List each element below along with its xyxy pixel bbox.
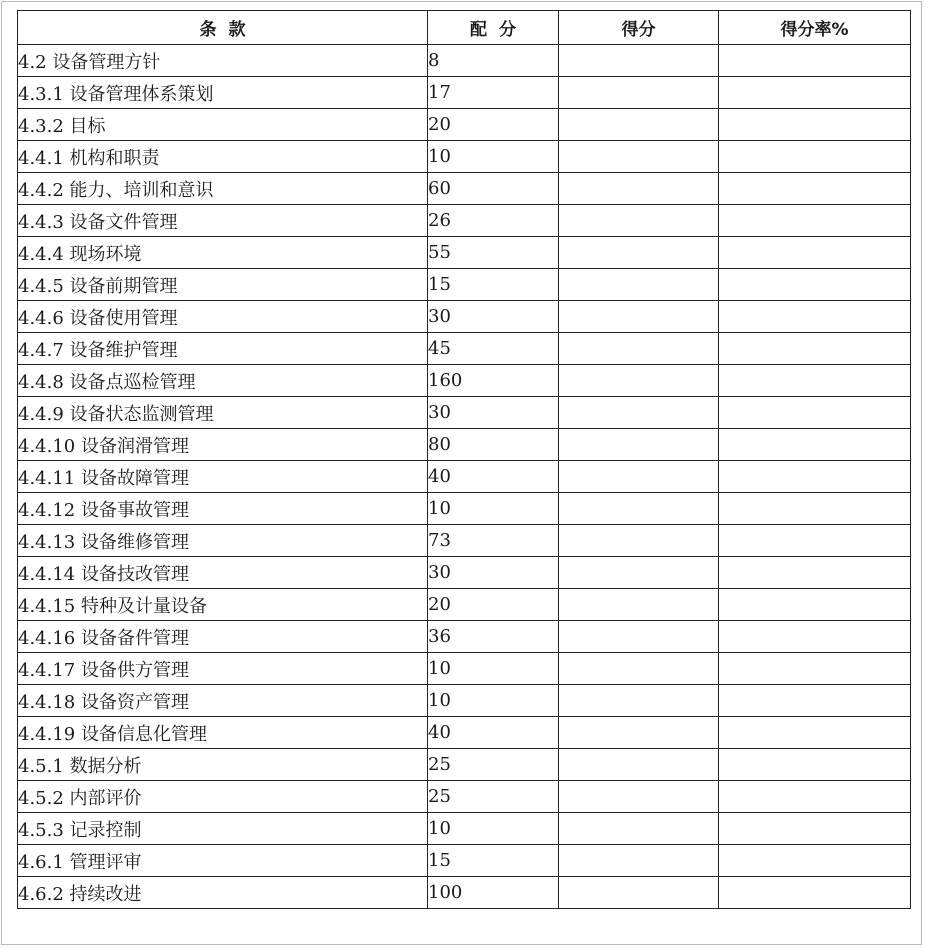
score-cell xyxy=(559,365,719,397)
clause-cell: 4.4.15 特种及计量设备 xyxy=(18,589,428,621)
clause-cell: 4.4.13 设备维修管理 xyxy=(18,525,428,557)
points-cell: 36 xyxy=(428,621,559,653)
score-cell xyxy=(559,429,719,461)
score-rate-cell xyxy=(719,493,911,525)
clause-cell: 4.4.3 设备文件管理 xyxy=(18,205,428,237)
clause-cell: 4.4.19 设备信息化管理 xyxy=(18,717,428,749)
score-rate-cell xyxy=(719,333,911,365)
clause-cell: 4.4.11 设备故障管理 xyxy=(18,461,428,493)
clause-cell: 4.4.9 设备状态监测管理 xyxy=(18,397,428,429)
table-row xyxy=(18,237,911,269)
clause-cell: 4.4.1 机构和职责 xyxy=(18,141,428,173)
clause-cell: 4.4.5 设备前期管理 xyxy=(18,269,428,301)
table-row xyxy=(18,461,911,493)
points-cell: 10 xyxy=(428,685,559,717)
score-cell xyxy=(559,269,719,301)
table-row xyxy=(18,205,911,237)
score-cell xyxy=(559,589,719,621)
points-cell: 160 xyxy=(428,365,559,397)
table-row xyxy=(18,781,911,813)
clause-cell: 4.3.1 设备管理体系策划 xyxy=(18,77,428,109)
points-cell: 25 xyxy=(428,749,559,781)
score-cell xyxy=(559,717,719,749)
score-rate-cell xyxy=(719,781,911,813)
points-cell: 40 xyxy=(428,461,559,493)
score-rate-cell xyxy=(719,301,911,333)
table-row xyxy=(18,429,911,461)
clause-cell: 4.2 设备管理方针 xyxy=(18,45,428,77)
score-cell xyxy=(559,461,719,493)
clause-cell: 4.4.8 设备点巡检管理 xyxy=(18,365,428,397)
header-row xyxy=(18,11,911,45)
table-row xyxy=(18,589,911,621)
table-row xyxy=(18,749,911,781)
clause-cell: 4.4.6 设备使用管理 xyxy=(18,301,428,333)
table-row xyxy=(18,813,911,845)
score-rate-cell xyxy=(719,621,911,653)
clause-cell: 4.4.18 设备资产管理 xyxy=(18,685,428,717)
points-cell: 20 xyxy=(428,589,559,621)
score-cell xyxy=(559,877,719,909)
score-rate-cell xyxy=(719,269,911,301)
clause-cell: 4.4.16 设备备件管理 xyxy=(18,621,428,653)
score-rate-cell xyxy=(719,845,911,877)
header-points: 配分 xyxy=(428,11,559,45)
points-cell: 80 xyxy=(428,429,559,461)
table-row xyxy=(18,269,911,301)
table-row xyxy=(18,173,911,205)
score-cell xyxy=(559,333,719,365)
table-row xyxy=(18,493,911,525)
score-rate-cell xyxy=(719,557,911,589)
points-cell: 10 xyxy=(428,493,559,525)
table-body xyxy=(18,45,911,909)
points-cell: 45 xyxy=(428,333,559,365)
clause-cell: 4.4.7 设备维护管理 xyxy=(18,333,428,365)
clause-cell: 4.3.2 目标 xyxy=(18,109,428,141)
score-rate-cell xyxy=(719,589,911,621)
score-cell xyxy=(559,781,719,813)
points-cell: 25 xyxy=(428,781,559,813)
score-rate-cell xyxy=(719,237,911,269)
table-row xyxy=(18,333,911,365)
score-rate-cell xyxy=(719,205,911,237)
table-row xyxy=(18,621,911,653)
clause-cell: 4.4.14 设备技改管理 xyxy=(18,557,428,589)
table-row xyxy=(18,45,911,77)
score-rate-cell xyxy=(719,877,911,909)
clause-cell: 4.4.17 设备供方管理 xyxy=(18,653,428,685)
score-cell xyxy=(559,45,719,77)
score-table xyxy=(17,10,911,909)
score-rate-cell xyxy=(719,525,911,557)
score-cell xyxy=(559,685,719,717)
score-cell xyxy=(559,749,719,781)
score-cell xyxy=(559,621,719,653)
score-rate-cell xyxy=(719,173,911,205)
table-row xyxy=(18,653,911,685)
points-cell: 40 xyxy=(428,717,559,749)
table-header xyxy=(18,11,911,45)
points-cell: 15 xyxy=(428,845,559,877)
score-cell xyxy=(559,301,719,333)
clause-cell: 4.4.4 现场环境 xyxy=(18,237,428,269)
score-rate-cell xyxy=(719,653,911,685)
points-cell: 10 xyxy=(428,653,559,685)
table-row xyxy=(18,109,911,141)
score-cell xyxy=(559,557,719,589)
points-cell: 15 xyxy=(428,269,559,301)
score-cell xyxy=(559,173,719,205)
score-cell xyxy=(559,813,719,845)
score-rate-cell xyxy=(719,749,911,781)
table-row xyxy=(18,525,911,557)
points-cell: 17 xyxy=(428,77,559,109)
score-rate-cell xyxy=(719,685,911,717)
score-rate-cell xyxy=(719,77,911,109)
table-row xyxy=(18,845,911,877)
points-cell: 20 xyxy=(428,109,559,141)
score-rate-cell xyxy=(719,461,911,493)
clause-cell: 4.4.10 设备润滑管理 xyxy=(18,429,428,461)
clause-cell: 4.4.12 设备事故管理 xyxy=(18,493,428,525)
points-cell: 30 xyxy=(428,301,559,333)
clause-cell: 4.5.3 记录控制 xyxy=(18,813,428,845)
table-row xyxy=(18,717,911,749)
header-score-rate: 得分率% xyxy=(719,11,911,45)
clause-cell: 4.6.1 管理评审 xyxy=(18,845,428,877)
table-row xyxy=(18,397,911,429)
clause-cell: 4.5.2 内部评价 xyxy=(18,781,428,813)
table-row xyxy=(18,77,911,109)
points-cell: 60 xyxy=(428,173,559,205)
table-row xyxy=(18,557,911,589)
score-cell xyxy=(559,205,719,237)
score-rate-cell xyxy=(719,813,911,845)
score-rate-cell xyxy=(719,397,911,429)
points-cell: 26 xyxy=(428,205,559,237)
score-cell xyxy=(559,653,719,685)
score-cell xyxy=(559,525,719,557)
points-cell: 30 xyxy=(428,557,559,589)
score-cell xyxy=(559,141,719,173)
score-cell xyxy=(559,493,719,525)
score-rate-cell xyxy=(719,429,911,461)
points-cell: 8 xyxy=(428,45,559,77)
points-cell: 10 xyxy=(428,813,559,845)
header-score: 得分 xyxy=(559,11,719,45)
score-rate-cell xyxy=(719,365,911,397)
score-rate-cell xyxy=(719,45,911,77)
table-row xyxy=(18,365,911,397)
table-row xyxy=(18,301,911,333)
table-row xyxy=(18,685,911,717)
score-rate-cell xyxy=(719,717,911,749)
points-cell: 100 xyxy=(428,877,559,909)
table-row xyxy=(18,877,911,909)
clause-cell: 4.5.1 数据分析 xyxy=(18,749,428,781)
score-cell xyxy=(559,845,719,877)
points-cell: 10 xyxy=(428,141,559,173)
score-cell xyxy=(559,397,719,429)
score-rate-cell xyxy=(719,109,911,141)
score-cell xyxy=(559,77,719,109)
header-clause: 条款 xyxy=(18,11,428,45)
score-cell xyxy=(559,109,719,141)
clause-cell: 4.6.2 持续改进 xyxy=(18,877,428,909)
points-cell: 55 xyxy=(428,237,559,269)
clause-cell: 4.4.2 能力、培训和意识 xyxy=(18,173,428,205)
points-cell: 73 xyxy=(428,525,559,557)
table-row xyxy=(18,141,911,173)
score-rate-cell xyxy=(719,141,911,173)
score-cell xyxy=(559,237,719,269)
points-cell: 30 xyxy=(428,397,559,429)
